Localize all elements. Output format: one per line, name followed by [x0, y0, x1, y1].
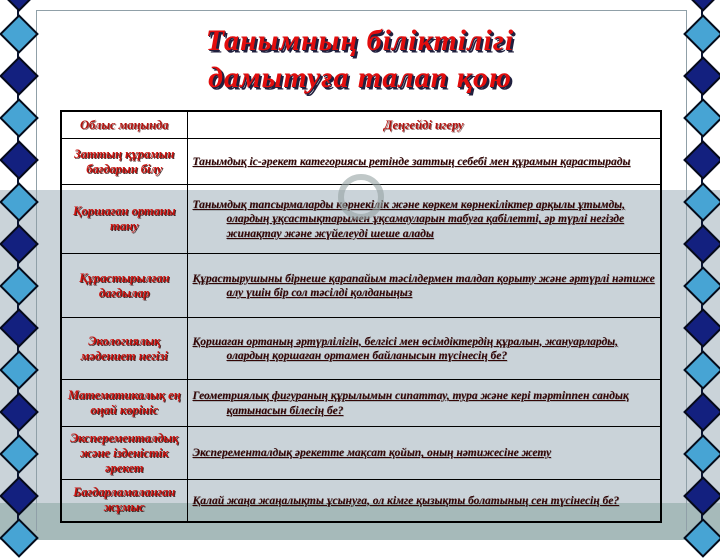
diamond-icon: [0, 476, 39, 516]
diamond-icon: [0, 0, 39, 12]
diamond-icon: [683, 476, 720, 516]
row-description-text: Қоршаған ортаның әртүрлілігін, белгісі мен өсімдіктердің құралын, жануарларды, олардың қоршаған ортамен байланысын түсінесің бе?: [192, 335, 619, 362]
diamond-icon: [0, 98, 39, 138]
table-row: [61, 254, 661, 318]
table-row: [61, 480, 661, 522]
row-description-text: Құрастырушыны бірнеше қарапайым тәсілдермен талдап қорыту және әртүрлі нәтиже алу үшін бір сол тәсілді қолданыңыз: [192, 272, 655, 299]
row-label: Бағдарламаланған жұмыс: [61, 480, 187, 522]
row-description: [187, 318, 661, 380]
diamond-icon: [683, 434, 720, 474]
diamond-icon: [683, 98, 720, 138]
row-description: [187, 139, 661, 185]
diamond-icon: [683, 14, 720, 54]
diamond-icon: [683, 266, 720, 306]
header-cell-left: Облыс маңында: [61, 111, 187, 139]
slide-title: [100, 22, 620, 96]
row-description: [187, 480, 661, 522]
diamond-icon: [0, 308, 39, 348]
diamond-icon: [0, 266, 39, 306]
row-label: Заттың құрамын бағдарын білу: [61, 139, 187, 185]
diamond-icon: [683, 140, 720, 180]
row-description: [187, 427, 661, 480]
diamond-icon: [683, 182, 720, 222]
diamond-icon: [0, 224, 39, 264]
header-cell-right: Деңгейді игеру: [187, 111, 661, 139]
diamond-icon: [683, 392, 720, 432]
diamond-icon: [683, 56, 720, 96]
row-description: [187, 185, 661, 254]
row-description-text: Танымдық іс-әрекет категориясы ретінде заттың себебі мен құрамын қарастырады: [192, 155, 631, 168]
row-label: Эксперементалдық және ізденістік әрекет: [61, 427, 187, 480]
diamond-icon: [0, 140, 39, 180]
table-row: [61, 318, 661, 380]
diamond-icon: [0, 182, 39, 222]
criteria-table: [60, 110, 662, 523]
row-label: Құрастырылған дағдылар: [61, 254, 187, 318]
diamond-icon: [0, 14, 39, 54]
table-row: [61, 427, 661, 480]
left-diamond-strip: [0, 0, 36, 540]
table-row: [61, 380, 661, 427]
diamond-icon: [683, 224, 720, 264]
table-header-row: [61, 111, 661, 139]
diamond-icon: [0, 56, 39, 96]
diamond-icon: [0, 392, 39, 432]
diamond-icon: [683, 350, 720, 390]
diamond-icon: [0, 434, 39, 474]
diamond-icon: [683, 518, 720, 558]
frame-line-top: [36, 10, 686, 11]
diamond-icon: [683, 308, 720, 348]
slide-title-line1: Танымның біліктілігі: [205, 24, 515, 57]
row-label: Қоршаған ортаны тану: [61, 185, 187, 254]
diamond-icon: [683, 0, 720, 12]
row-description-text: Танымдық тапсырмаларды көрнекілік және көркем көрнекіліктер арқылы ұтымды, олардың ұқсастықтарымен ұқсамауларын табуға қабілетті, әр түрлі негізде жинақтау және жүйелеуді шеше алады: [192, 198, 626, 240]
row-label: Математикалық ең оңай көрініс: [61, 380, 187, 427]
row-description-text: Қалай жаңа жаңалықты ұсынуға, ол кімге қызықты болатының сен түсінесің бе?: [192, 494, 620, 507]
diamond-icon: [0, 350, 39, 390]
row-description-text: Эксперементалдық әрекетте мақсат қойып, оның нәтижесіне жету: [192, 447, 552, 460]
right-diamond-strip: [684, 0, 720, 540]
row-description: [187, 380, 661, 427]
row-label: Экологиялық мәдениет негізі: [61, 318, 187, 380]
slide-title-line2: дамытуға талап қою: [208, 61, 512, 94]
row-description: [187, 254, 661, 318]
diamond-icon: [0, 518, 39, 558]
row-description-text: Геометриялық фигураның құрылымын сипаттау, тура және кері тәртіппен сандық қатынасын білесің бе?: [192, 390, 629, 417]
ring-decoration: [338, 174, 384, 220]
